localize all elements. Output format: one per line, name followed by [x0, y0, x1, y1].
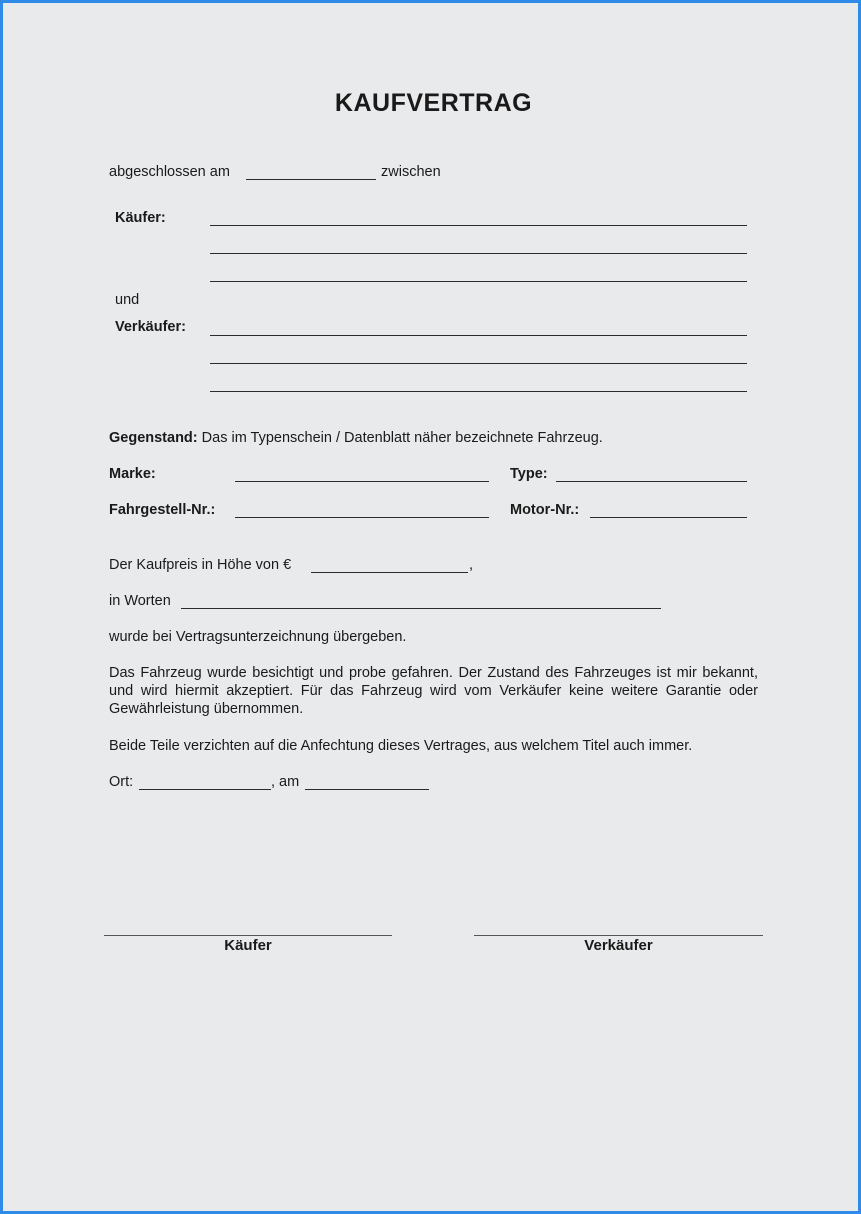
chassis-label: Fahrgestell-Nr.:: [109, 502, 216, 518]
place-line[interactable]: [139, 789, 271, 790]
engine-line[interactable]: [590, 517, 747, 518]
handed-over-text: wurde bei Vertragsunterzeichnung übergeben.: [109, 629, 407, 645]
engine-label: Motor-Nr.:: [510, 502, 580, 518]
price-prefix: Der Kaufpreis in Höhe von €: [109, 557, 292, 573]
condition-paragraph: Das Fahrzeug wurde besichtigt und probe gefahren. Der Zustand des Fahrzeuges ist mir bekannt, und wird hiermit akzeptiert. Für das Fahrzeug wird vom Verkäufer keine weitere Garantie oder Gewährleistung übernommen.: [109, 665, 758, 717]
signing-date-line[interactable]: [305, 789, 429, 790]
buyer-line-3[interactable]: [210, 281, 747, 282]
buyer-line-2[interactable]: [210, 253, 747, 254]
contract-date-line[interactable]: [246, 179, 376, 180]
type-line[interactable]: [556, 481, 747, 482]
price-comma: ,: [469, 557, 474, 573]
seller-signature-label: Verkäufer: [584, 937, 653, 954]
date-label: , am: [271, 774, 300, 790]
price-words-label: in Worten: [109, 593, 171, 609]
buyer-signature-label: Käufer: [224, 937, 272, 954]
brand-line[interactable]: [235, 481, 489, 482]
seller-signature-line[interactable]: [474, 935, 763, 936]
chassis-line[interactable]: [235, 517, 489, 518]
brand-label: Marke:: [109, 466, 156, 482]
subject-text: Das im Typenschein / Datenblatt näher bezeichnete Fahrzeug.: [201, 430, 603, 446]
price-line[interactable]: [311, 572, 468, 573]
seller-line-3[interactable]: [210, 391, 747, 392]
price-words-line[interactable]: [181, 608, 661, 609]
buyer-signature-line[interactable]: [104, 935, 392, 936]
page-title: KAUFVERTRAG: [334, 89, 533, 117]
seller-label: Verkäufer:: [115, 319, 186, 335]
seller-line-2[interactable]: [210, 363, 747, 364]
buyer-line-1[interactable]: [210, 225, 747, 226]
type-label: Type:: [510, 466, 548, 482]
seller-line-1[interactable]: [210, 335, 747, 336]
waiver-text: Beide Teile verzichten auf die Anfechtung dieses Vertrages, aus welchem Titel auch immer.: [109, 738, 693, 754]
subject-line: [109, 429, 603, 447]
intro-prefix: abgeschlossen am: [109, 164, 230, 180]
and-label: und: [115, 292, 140, 308]
intro-suffix: zwischen: [381, 164, 441, 180]
buyer-label: Käufer:: [115, 210, 166, 226]
place-label: Ort:: [109, 774, 134, 790]
subject-label: Gegenstand:: [109, 430, 198, 446]
